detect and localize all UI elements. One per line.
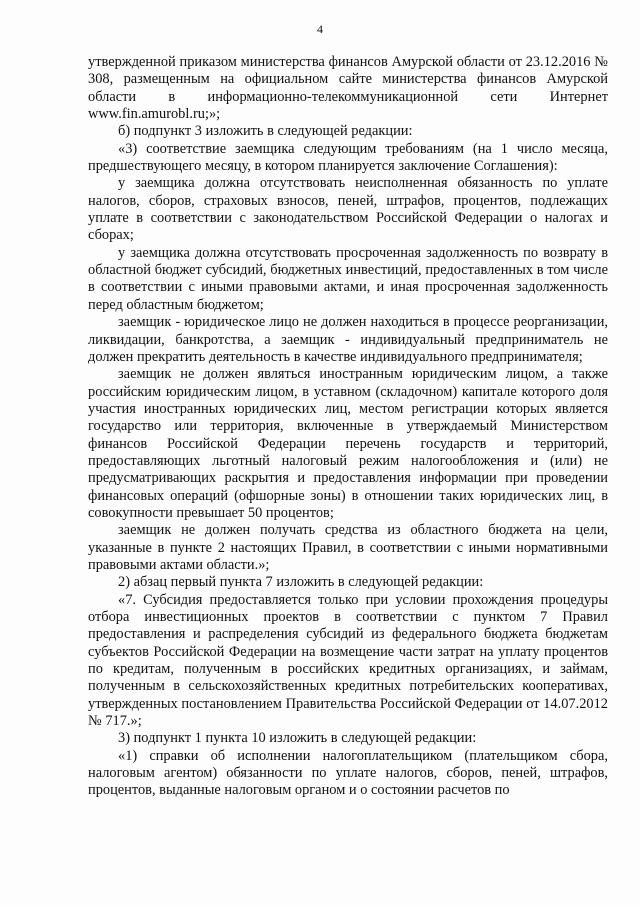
paragraph-8: заемщик не должен получать средства из областного бюджета на цели, указанные в пункте 2 настоящих Правил, в соответствии с иными нормативными правовыми актами области.»; [88, 522, 608, 573]
paragraph-6: заемщик - юридическое лицо не должен находиться в процессе реорганизации, ликвидации, банкротства, а заемщик - индивидуальный предприниматель не должен прекратить деятельность в качестве индивидуального предпринимателя; [88, 314, 608, 365]
paragraph-10: «7. Субсидия предоставляется только при условии прохождения процедуры отбора инвестиционных проектов в соответствии с пунктом 7 Правил предоставления и распределения субсидий из федерального бюджета бюджетам субъектов Российской Федерации на возмещение части затрат на уплату процентов по кредитам, полученным в российских кредитных организациях, и займам, полученным в сельскохозяйственных кредитных потребительских кооперативах, утвержденных постановлением Правительства Российской Федерации от 14.07.2012 № 717.»; [88, 591, 608, 730]
paragraph-5: у заемщика должна отсутствовать просроченная задолженность по возврату в областной бюджет субсидий, бюджетных инвестиций, предоставленных в том числе в соответствии с иными правовыми актами, и иная просроченная задолженность перед областным бюджетом; [88, 244, 608, 313]
paragraph-12: «1) справки об исполнении налогоплательщиком (плательщиком сбора, налоговым агентом) обязанности по уплате налогов, сборов, пеней, штрафов, процентов, выданные налоговым органом и о состоянии расчетов по [88, 747, 608, 799]
document-body [88, 54, 608, 800]
paragraph-11: 3) подпункт 1 пункта 10 изложить в следующей редакции: [118, 730, 477, 747]
paragraph-3: «3) соответствие заемщика следующим требованиям (на 1 число месяца, предшествующего месяцу, в котором планируется заключение Соглашения): [88, 140, 608, 175]
paragraph-9: 2) абзац первый пункта 7 изложить в следующей редакции: [118, 574, 484, 591]
paragraph-7: заемщик не должен являться иностранным юридическим лицом, а также российским юридическим лицом, в уставном (складочном) капитале которого доля участия иностранных юридических лиц, местом регистрации которых является государство или территория, включенные в утверждаемый Министерством финансов Российской Федерации перечень государств и территорий, предоставляющих льготный налоговый режим налогообложения и (или) не предусматривающих раскрытия и предоставления информации при проведении финансовых операций (офшорные зоны) в отношении таких юридических лиц, в совокупности превышает 50 процентов; [88, 366, 608, 521]
paragraph-4: у заемщика должна отсутствовать неисполненная обязанность по уплате налогов, сборов, страховых взносов, пеней, штрафов, процентов, подлежащих уплате в соответствии с законодательством Российской Федерации о налогах и сборах; [88, 175, 608, 244]
paragraph-1: утвержденной приказом министерства финансов Амурской области от 23.12.2016 № 308, размещенным на официальном сайте министерства финансов Амурской области в информационно-телекоммуникационной сети Интернет www.fin.amurobl.ru;»; [88, 54, 608, 123]
page-number: 4 [317, 22, 323, 36]
paragraph-2: б) подпункт 3 изложить в следующей редакции: [118, 123, 413, 140]
